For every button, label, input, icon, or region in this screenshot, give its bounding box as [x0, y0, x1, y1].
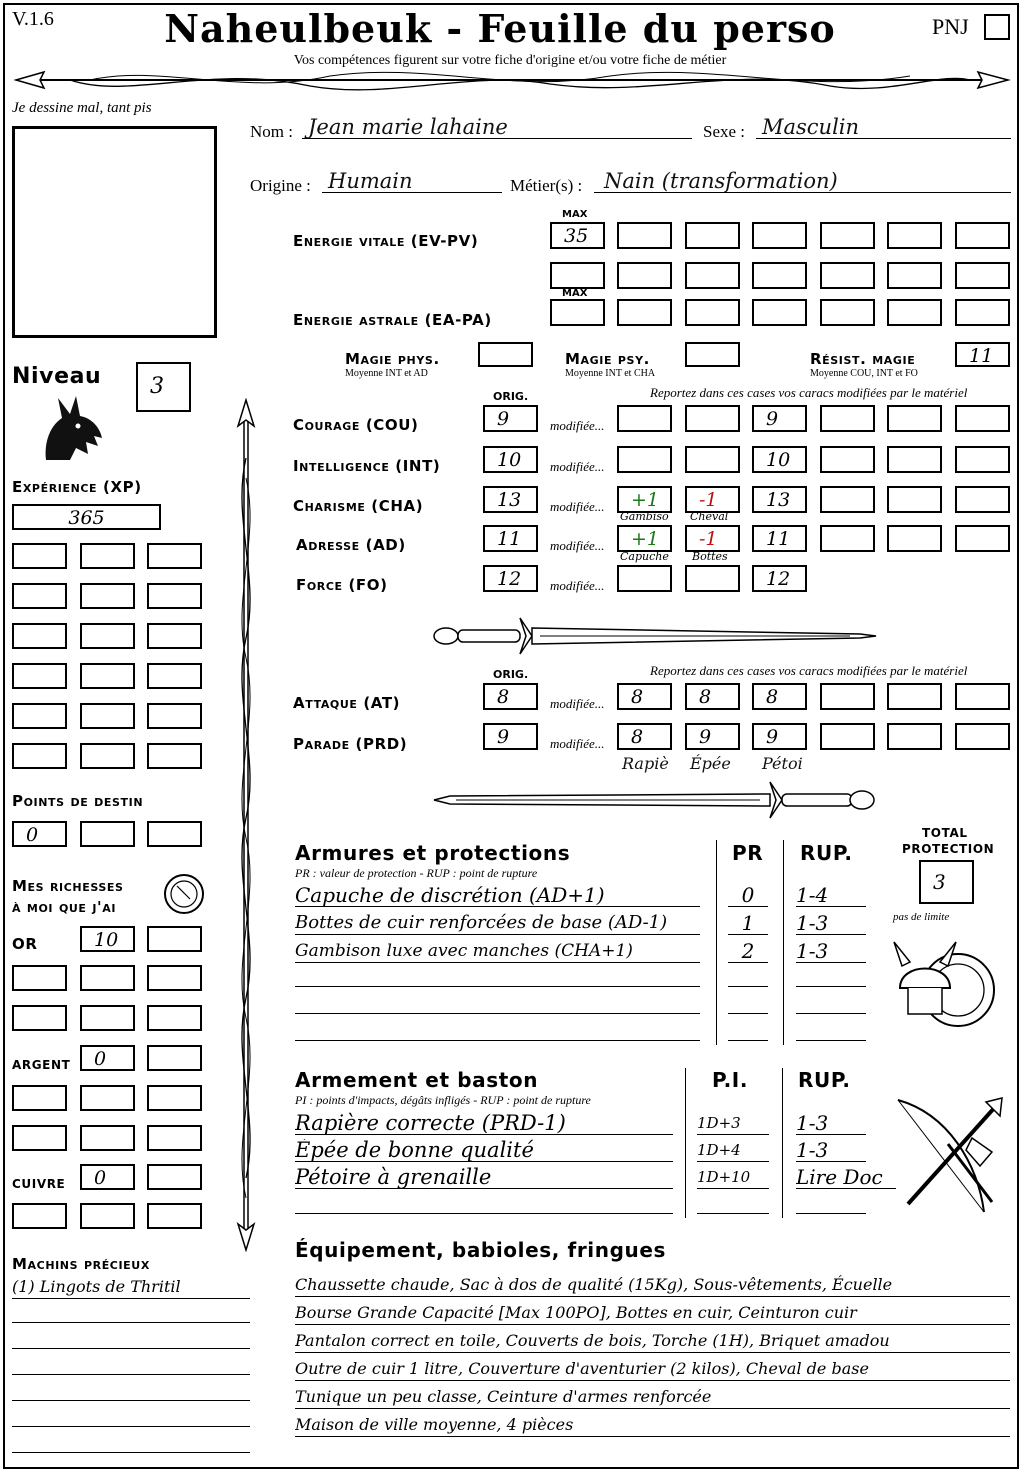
cuivre-box[interactable]: [80, 1203, 135, 1229]
armor-row-name[interactable]: Capuche de discrétion (AD+1): [295, 884, 700, 907]
richesses-label-2: à moi que j'ai: [12, 898, 117, 916]
ea-box[interactable]: [685, 299, 740, 326]
ev-box[interactable]: [887, 222, 942, 249]
machins-precieux-line[interactable]: [12, 1348, 250, 1349]
cha-mod-note: Cheval: [690, 510, 729, 523]
armor-row-line[interactable]: [728, 1013, 768, 1014]
weapon-row-name[interactable]: Pétoire à grenaille: [295, 1166, 673, 1189]
ad-mod-note: Bottes: [692, 550, 728, 563]
weapon-row-pi[interactable]: 1D+4: [697, 1139, 769, 1162]
ad-mod-box[interactable]: [887, 525, 942, 552]
total-protection-box[interactable]: 3: [919, 860, 974, 904]
weapon-note: Pétoi: [762, 754, 803, 773]
ad-mod-box[interactable]: [820, 525, 875, 552]
int-final-box[interactable]: 10: [752, 446, 807, 473]
weapon-row-line[interactable]: [796, 1213, 866, 1214]
equipment-line[interactable]: Bourse Grande Capacité [Max 100PO], Bottes en cuir, Ceinturon cuir: [295, 1302, 1010, 1325]
machins-precieux-line[interactable]: [12, 1400, 250, 1401]
cuivre-box[interactable]: 0: [80, 1164, 135, 1190]
version-label: V.1.6: [12, 8, 54, 30]
or-box[interactable]: [80, 1005, 135, 1031]
ev-box[interactable]: [550, 262, 605, 289]
pr-header: PR: [732, 841, 764, 865]
dragon-icon: [40, 392, 106, 464]
report-note-combat: Reportez dans ces cases vos caracs modifiées par le matériel: [650, 663, 968, 678]
int-mod-box[interactable]: [617, 446, 672, 473]
armures-note: PR : valeur de protection - RUP : point de rupture: [295, 866, 538, 880]
niveau-box[interactable]: 3: [136, 362, 191, 412]
at-label: Attaque (AT): [293, 694, 401, 712]
weapon-row-rup[interactable]: 1-3: [796, 1139, 866, 1162]
total-protection-label: TOTAL: [922, 826, 968, 840]
or-box[interactable]: [147, 926, 202, 952]
ea-label: Energie astrale (EA-PA): [293, 311, 492, 329]
pnj-checkbox[interactable]: [984, 14, 1010, 40]
armor-row-pr[interactable]: 0: [728, 884, 768, 907]
argent-box[interactable]: [12, 1085, 67, 1111]
rup-header-weapons: RUP.: [798, 1068, 851, 1092]
prd-mod-box[interactable]: 8: [617, 723, 672, 750]
at-mod-box[interactable]: 8: [617, 683, 672, 710]
armement-note: PI : points d'impacts, dégâts infligés - RUP : point de rupture: [295, 1093, 591, 1107]
page-subtitle: Vos compétences figurent sur votre fiche d'origine et/ou votre fiche de métier: [293, 53, 727, 68]
ea-max-label: MAX: [562, 288, 588, 299]
armor-row-line[interactable]: [295, 1013, 700, 1014]
weapon-row-pi[interactable]: 1D+10: [697, 1166, 769, 1189]
rup-header: RUP.: [800, 841, 853, 865]
xp-grid-box[interactable]: [147, 663, 202, 689]
xp-grid-box[interactable]: [147, 743, 202, 769]
ev-box[interactable]: [617, 222, 672, 249]
at-mod-box[interactable]: [820, 683, 875, 710]
argent-box[interactable]: [147, 1125, 202, 1151]
armor-row-line[interactable]: [295, 986, 700, 987]
int-label: Intelligence (INT): [293, 457, 441, 475]
fo-mod-box[interactable]: [685, 565, 740, 592]
xp-grid-box[interactable]: [80, 583, 135, 609]
resist-magie-box[interactable]: 11: [955, 342, 1010, 367]
cha-final-box[interactable]: 13: [752, 486, 807, 513]
cha-box[interactable]: 13: [483, 486, 538, 513]
cou-final-box[interactable]: 9: [752, 405, 807, 432]
machins-precieux-line[interactable]: [12, 1374, 250, 1375]
orig-label: ORIG.: [493, 390, 529, 403]
argent-box[interactable]: [80, 1125, 135, 1151]
argent-box[interactable]: [80, 1085, 135, 1111]
equipment-line[interactable]: Chaussette chaude, Sac à dos de qualité (15Kg), Sous-vêtements, Écuelle: [295, 1274, 1010, 1297]
ea-box[interactable]: [820, 299, 875, 326]
orig-label-combat: ORIG.: [493, 668, 529, 681]
cha-mod-box[interactable]: [887, 486, 942, 513]
xp-grid-box[interactable]: [12, 663, 67, 689]
armor-row-rup[interactable]: 1-3: [796, 940, 866, 963]
cha-mod-box[interactable]: [955, 486, 1010, 513]
armor-row-line[interactable]: [728, 1040, 768, 1041]
armor-row-rup[interactable]: 1-3: [796, 912, 866, 935]
argent-box[interactable]: 0: [80, 1045, 135, 1071]
weapon-row-line[interactable]: [295, 1213, 673, 1214]
ev-box[interactable]: [955, 222, 1010, 249]
cuivre-box[interactable]: [147, 1203, 202, 1229]
ev-label: Energie vitale (EV-PV): [293, 232, 479, 250]
int-mod-box[interactable]: [820, 446, 875, 473]
xp-grid-box[interactable]: [80, 623, 135, 649]
pi-header: P.I.: [712, 1068, 749, 1092]
armor-row-pr[interactable]: 1: [728, 912, 768, 935]
at-modif-label: modifiée...: [550, 696, 605, 711]
cha-modif-label: modifiée...: [550, 499, 605, 514]
xp-grid-box[interactable]: [147, 703, 202, 729]
weapons-col-divider: [782, 1068, 783, 1218]
cha-mod-note: Gambiso: [620, 510, 669, 523]
or-box[interactable]: [12, 1005, 67, 1031]
xp-grid-box[interactable]: [80, 543, 135, 569]
magie-phys-label: Magie phys.: [345, 350, 440, 368]
cuivre-box[interactable]: [12, 1203, 67, 1229]
destin-box[interactable]: 0: [12, 821, 67, 847]
fo-final-box[interactable]: 12: [752, 565, 807, 592]
ea-box[interactable]: [887, 299, 942, 326]
machins-precieux-line[interactable]: (1) Lingots de Thritil: [12, 1276, 250, 1299]
destin-box[interactable]: [80, 821, 135, 847]
at-mod-box[interactable]: [955, 683, 1010, 710]
ev-box[interactable]: [617, 262, 672, 289]
sexe-label: Sexe :: [703, 122, 746, 141]
cou-box[interactable]: 9: [483, 405, 538, 432]
armor-row-rup[interactable]: 1-4: [796, 884, 866, 907]
ev-box[interactable]: [685, 222, 740, 249]
niveau-label: Niveau: [12, 364, 102, 389]
machins-precieux-line[interactable]: [12, 1452, 250, 1453]
equipement-title: Équipement, babioles, fringues: [295, 1238, 667, 1262]
armor-row-name[interactable]: Bottes de cuir renforcées de base (AD-1): [295, 912, 700, 935]
cuivre-box[interactable]: [147, 1164, 202, 1190]
ev-box[interactable]: [955, 262, 1010, 289]
ad-modif-label: modifiée...: [550, 538, 605, 553]
ev-box[interactable]: [820, 222, 875, 249]
at-box[interactable]: 8: [483, 683, 538, 710]
ev-box[interactable]: [685, 262, 740, 289]
armor-col-divider: [716, 840, 717, 1045]
argent-box[interactable]: [147, 1085, 202, 1111]
armor-row-line[interactable]: [728, 986, 768, 987]
cha-label: Charisme (CHA): [293, 497, 424, 515]
magie-psy-box[interactable]: [685, 342, 740, 367]
weapon-row-name[interactable]: Rapière correcte (PRD-1): [295, 1112, 673, 1135]
xp-label: Expérience (XP): [12, 478, 142, 496]
armor-row-pr[interactable]: 2: [728, 940, 768, 963]
or-box[interactable]: 10: [80, 926, 135, 952]
cou-mod-box[interactable]: [685, 405, 740, 432]
armor-row-line[interactable]: [796, 986, 866, 987]
crossed-weapons-icon: [888, 1094, 1008, 1218]
or-box[interactable]: [80, 965, 135, 991]
cuivre-label: CUIVRE: [12, 1177, 66, 1191]
cou-mod-box[interactable]: [955, 405, 1010, 432]
ad-box[interactable]: 11: [483, 525, 538, 552]
ev-box[interactable]: [820, 262, 875, 289]
weapon-row-name[interactable]: Épée de bonne qualité: [295, 1139, 673, 1162]
at-mod-box[interactable]: 8: [752, 683, 807, 710]
portrait-box[interactable]: [12, 126, 217, 338]
report-note: Reportez dans ces cases vos caracs modifiées par le matériel: [650, 385, 968, 400]
xp-grid-box[interactable]: [147, 623, 202, 649]
weapon-note: Rapiè: [622, 754, 669, 773]
prd-label: Parade (PRD): [293, 735, 408, 753]
prd-modif-label: modifiée...: [550, 736, 605, 751]
ev-box[interactable]: [752, 262, 807, 289]
equipment-line[interactable]: Pantalon correct en toile, Couverts de bois, Torche (1H), Briquet amadou: [295, 1330, 1010, 1353]
cou-mod-box[interactable]: [617, 405, 672, 432]
prd-box[interactable]: 9: [483, 723, 538, 750]
xp-grid-box[interactable]: [80, 743, 135, 769]
prd-mod-box[interactable]: [955, 723, 1010, 750]
int-mod-box[interactable]: [887, 446, 942, 473]
nom-label: Nom :: [250, 122, 293, 141]
resist-magie-label: Résist. magie: [810, 350, 916, 368]
weapon-row-line[interactable]: [697, 1213, 769, 1214]
richesses-label: Mes richesses: [12, 877, 124, 895]
machins-precieux-label: Machins précieux: [12, 1255, 150, 1273]
machins-precieux-line[interactable]: [12, 1322, 250, 1323]
armement-title: Armement et baston: [295, 1068, 539, 1092]
int-box[interactable]: 10: [483, 446, 538, 473]
at-mod-box[interactable]: 8: [685, 683, 740, 710]
weapon-row-rup[interactable]: Lire Doc: [796, 1166, 896, 1189]
cou-mod-box[interactable]: [820, 405, 875, 432]
argent-box[interactable]: [12, 1125, 67, 1151]
magie-psy-note: Moyenne INT et CHA: [565, 368, 656, 379]
xp-grid-box[interactable]: [12, 623, 67, 649]
armor-row-name[interactable]: Gambison luxe avec manches (CHA+1): [295, 940, 700, 963]
prd-mod-box[interactable]: [820, 723, 875, 750]
origine-label: Origine :: [250, 176, 311, 195]
armor-col-divider: [783, 840, 784, 1045]
ev-box[interactable]: [752, 222, 807, 249]
at-mod-box[interactable]: [887, 683, 942, 710]
ad-label: Adresse (AD): [296, 536, 406, 554]
portrait-caption: Je dessine mal, tant pis: [12, 100, 152, 116]
total-protection-note: pas de limite: [893, 911, 950, 923]
armor-row-line[interactable]: [796, 1013, 866, 1014]
page-title: Naheulbeuk - Feuille du perso: [164, 6, 836, 51]
fo-label: Force (FO): [296, 576, 388, 594]
cha-mod-box[interactable]: +1: [617, 486, 672, 513]
cou-mod-box[interactable]: [887, 405, 942, 432]
xp-grid-box[interactable]: [12, 743, 67, 769]
weapons-col-divider: [685, 1068, 686, 1218]
coin-icon: [162, 872, 206, 916]
xp-grid-box[interactable]: [12, 583, 67, 609]
fo-mod-box[interactable]: [617, 565, 672, 592]
xp-box[interactable]: 365: [12, 504, 161, 530]
machins-precieux-line[interactable]: [12, 1426, 250, 1427]
fo-box[interactable]: 12: [483, 565, 538, 592]
ad-final-box[interactable]: 11: [752, 525, 807, 552]
ev-box[interactable]: [887, 262, 942, 289]
spear-divider-icon: [10, 66, 1014, 102]
xp-grid-box[interactable]: [147, 543, 202, 569]
magie-phys-note: Moyenne INT et AD: [345, 368, 428, 379]
or-label: OR: [12, 935, 38, 953]
or-box[interactable]: [12, 965, 67, 991]
ad-mod-box[interactable]: [955, 525, 1010, 552]
cou-label: Courage (COU): [293, 416, 419, 434]
int-modif-label: modifiée...: [550, 459, 605, 474]
ev-max-box[interactable]: 35: [550, 222, 605, 249]
helmet-shield-icon: [890, 928, 1000, 1040]
nom-field[interactable]: Jean marie lahaine: [302, 116, 692, 139]
origine-field[interactable]: Humain: [322, 170, 502, 193]
int-mod-box[interactable]: [955, 446, 1010, 473]
sword-icon: [430, 778, 880, 824]
cha-mod-box[interactable]: [820, 486, 875, 513]
metier-label: Métier(s) :: [510, 176, 583, 195]
or-box[interactable]: [147, 1005, 202, 1031]
int-mod-box[interactable]: [685, 446, 740, 473]
prd-mod-box[interactable]: 9: [752, 723, 807, 750]
ad-mod-box[interactable]: +1: [617, 525, 672, 552]
fo-modif-label: modifiée...: [550, 578, 605, 593]
ea-box[interactable]: [955, 299, 1010, 326]
equipment-line[interactable]: Maison de ville moyenne, 4 pièces: [295, 1414, 1010, 1437]
ea-box[interactable]: [752, 299, 807, 326]
argent-label: ARGENT: [12, 1058, 71, 1072]
sword-icon: [430, 612, 880, 660]
ev-max-label: MAX: [562, 209, 588, 220]
resist-magie-note: Moyenne COU, INT et FO: [810, 368, 918, 379]
or-box[interactable]: [147, 965, 202, 991]
cha-mod-box[interactable]: -1: [685, 486, 740, 513]
xp-grid-box[interactable]: [147, 583, 202, 609]
weapon-note: Épée: [690, 754, 731, 773]
xp-grid-box[interactable]: [12, 703, 67, 729]
ad-mod-box[interactable]: -1: [685, 525, 740, 552]
prd-mod-box[interactable]: 9: [685, 723, 740, 750]
ea-max-box[interactable]: [550, 299, 605, 326]
armures-title: Armures et protections: [295, 841, 571, 865]
xp-grid-box[interactable]: [12, 543, 67, 569]
weapon-row-rup[interactable]: 1-3: [796, 1112, 866, 1135]
weapon-row-pi[interactable]: 1D+3: [697, 1112, 769, 1135]
armor-row-line[interactable]: [796, 1040, 866, 1041]
metier-field[interactable]: Nain (transformation): [594, 170, 1011, 193]
destin-box[interactable]: [147, 821, 202, 847]
equipment-line[interactable]: Outre de cuir 1 litre, Couverture d'aventurier (2 kilos), Cheval de base: [295, 1358, 1010, 1381]
cou-modif-label: modifiée...: [550, 418, 605, 433]
sexe-field[interactable]: Masculin: [756, 116, 1011, 139]
armor-row-line[interactable]: [295, 1040, 700, 1041]
destin-label: Points de destin: [12, 792, 144, 810]
total-protection-label-2: PROTECTION: [902, 842, 995, 856]
magie-phys-box[interactable]: [478, 342, 533, 367]
ad-mod-note: Capuche: [620, 550, 669, 563]
pnj-label: PNJ: [932, 14, 969, 39]
xp-grid-box[interactable]: [80, 663, 135, 689]
xp-grid-box[interactable]: [80, 703, 135, 729]
vertical-spear-icon: [228, 398, 264, 1252]
argent-box[interactable]: [147, 1045, 202, 1071]
ea-box[interactable]: [617, 299, 672, 326]
equipment-line[interactable]: Tunique un peu classe, Ceinture d'armes renforcée: [295, 1386, 1010, 1409]
prd-mod-box[interactable]: [887, 723, 942, 750]
magie-psy-label: Magie psy.: [565, 350, 650, 368]
